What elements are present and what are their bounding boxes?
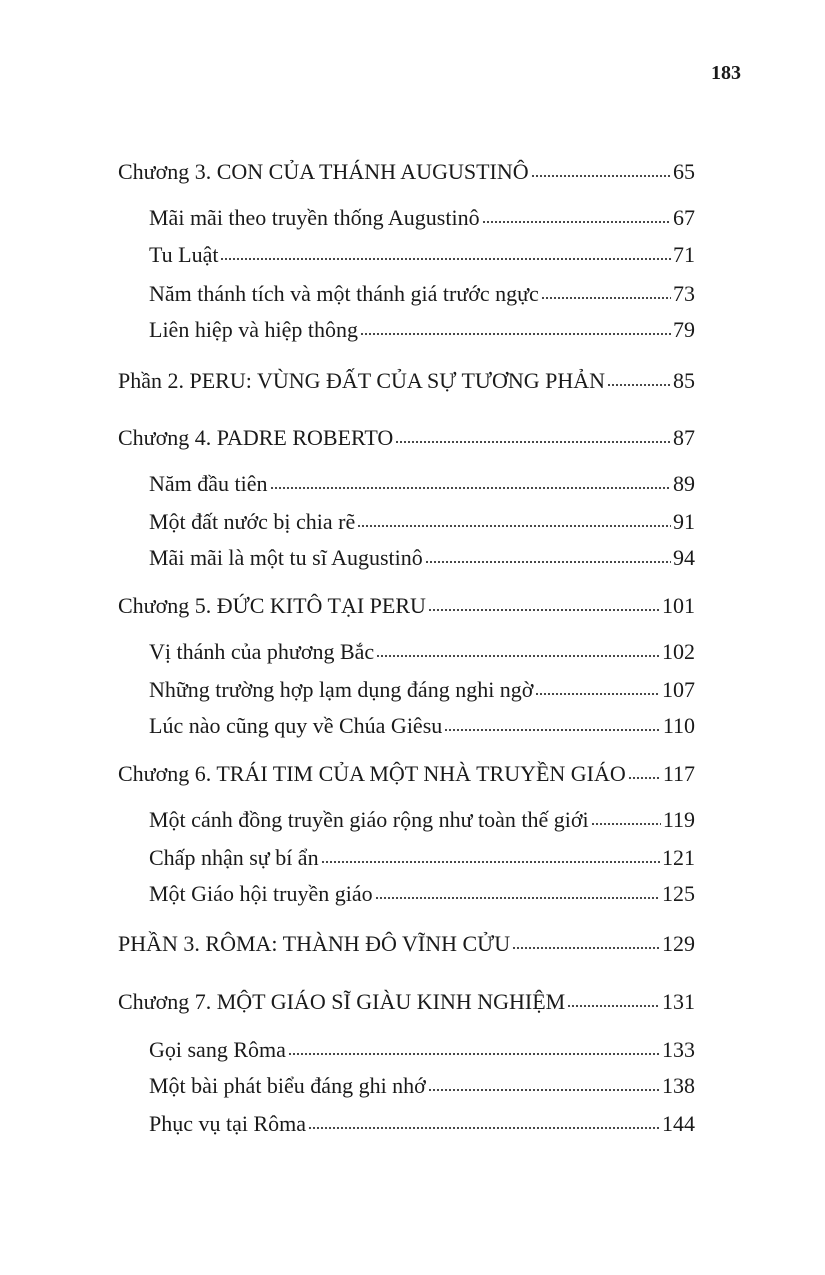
dot-leader — [395, 440, 671, 444]
toc-entry-title: Vị thánh của phương Bắc — [149, 639, 375, 664]
toc-entry — [118, 158, 695, 186]
dot-leader — [541, 296, 671, 300]
toc-entry-page: 101 — [662, 593, 695, 618]
toc-entry — [149, 316, 695, 344]
toc-entry-page: 131 — [662, 989, 695, 1014]
toc-entry-page: 71 — [673, 242, 695, 267]
toc-entry — [149, 638, 695, 666]
toc-entry-page: 138 — [662, 1073, 695, 1098]
dot-leader — [376, 654, 660, 658]
toc-entry — [149, 280, 695, 308]
toc-entry — [149, 544, 695, 572]
toc-entry-title: Gọi sang Rôma — [149, 1037, 286, 1062]
toc-entry-title: Chương 3. CON CỦA THÁNH AUGUSTINÔ — [118, 159, 529, 184]
toc-entry — [149, 1110, 695, 1138]
toc-entry-page: 89 — [673, 471, 695, 496]
toc-entry-page: 94 — [673, 545, 695, 570]
toc-entry — [149, 1036, 695, 1064]
dot-leader — [321, 860, 660, 864]
dot-leader — [357, 524, 671, 528]
toc-entry — [149, 676, 695, 704]
dot-leader — [428, 608, 660, 612]
toc-entry-title: Một bài phát biểu đáng ghi nhớ — [149, 1073, 426, 1098]
toc-entry — [118, 592, 695, 620]
dot-leader — [220, 257, 671, 261]
toc-entry — [149, 204, 695, 232]
dot-leader — [567, 1004, 660, 1008]
toc-entry-page: 65 — [673, 159, 695, 184]
dot-leader — [288, 1052, 660, 1056]
toc-entry-title: Chương 4. PADRE ROBERTO — [118, 425, 394, 450]
toc-entry — [118, 988, 695, 1016]
toc-entry-title: PHẦN 3. RÔMA: THÀNH ĐÔ VĨNH CỬU — [118, 931, 511, 956]
toc-entry-page: 117 — [662, 761, 695, 786]
toc-entry-page: 121 — [662, 845, 695, 870]
dot-leader — [428, 1088, 660, 1092]
toc-entry — [118, 424, 695, 452]
toc-entry-title: Chương 7. MỘT GIÁO SĨ GIÀU KINH NGHIỆM — [118, 989, 566, 1014]
toc-entry-title: Lúc nào cũng quy về Chúa Giêsu — [149, 713, 443, 738]
toc-entry-page: 73 — [673, 281, 695, 306]
dot-leader — [482, 220, 671, 224]
toc-entry-page: 133 — [662, 1037, 695, 1062]
toc-entry — [149, 844, 695, 872]
toc-entry-title: Một cánh đồng truyền giáo rộng như toàn thế giới — [149, 807, 589, 832]
toc-entry-title: Năm thánh tích và một thánh giá trước ngực — [149, 281, 539, 306]
toc-entry-title: Mãi mãi là một tu sĩ Augustinô — [149, 545, 423, 570]
dot-leader — [425, 560, 671, 564]
toc-entry — [149, 508, 695, 536]
toc-entry-page: 85 — [673, 368, 695, 393]
dot-leader — [308, 1126, 660, 1130]
toc-entry-page: 87 — [673, 425, 695, 450]
toc-entry-title: Một đất nước bị chia rẽ — [149, 509, 356, 534]
toc-entry-page: 91 — [673, 509, 695, 534]
dot-leader — [270, 486, 671, 490]
dot-leader — [628, 776, 661, 780]
toc-entry-page: 129 — [662, 931, 695, 956]
toc-entry-page: 67 — [673, 205, 695, 230]
toc-entry-title: Một Giáo hội truyền giáo — [149, 881, 373, 906]
toc-entry — [149, 880, 695, 908]
toc-entry — [118, 930, 695, 958]
dot-leader — [375, 896, 660, 900]
toc-entry-page: 144 — [662, 1111, 695, 1136]
toc-entry-title: Năm đầu tiên — [149, 471, 268, 496]
toc-entry-title: Phục vụ tại Rôma — [149, 1111, 307, 1136]
toc-entry — [149, 470, 695, 498]
toc-entry-title: Phần 2. PERU: VÙNG ĐẤT CỦA SỰ TƯƠNG PHẢN — [118, 368, 606, 393]
toc-entry — [118, 760, 695, 788]
dot-leader — [535, 692, 660, 696]
toc-entry-page: 125 — [662, 881, 695, 906]
toc-entry-title: Chấp nhận sự bí ẩn — [149, 845, 319, 870]
toc-entry-title: Chương 5. ĐỨC KITÔ TẠI PERU — [118, 593, 426, 618]
dot-leader — [531, 174, 671, 178]
toc-entry — [118, 367, 695, 395]
toc-entry-title: Tu Luật — [149, 242, 219, 267]
toc-entry-title: Mãi mãi theo truyền thống Augustinô — [149, 205, 480, 230]
toc-entry-page: 119 — [662, 807, 695, 832]
toc-entry — [149, 806, 695, 834]
toc-entry-page: 110 — [662, 713, 695, 738]
toc-entry-title: Liên hiệp và hiệp thông — [149, 317, 358, 342]
toc-entry-page: 107 — [662, 677, 695, 702]
toc-entry — [149, 712, 695, 740]
dot-leader — [607, 383, 671, 387]
toc-entry-page: 102 — [662, 639, 695, 664]
dot-leader — [360, 332, 671, 336]
toc-entry — [149, 1072, 695, 1100]
toc-entry-title: Những trường hợp lạm dụng đáng nghi ngờ — [149, 677, 534, 702]
toc-entry — [149, 241, 695, 269]
dot-leader — [591, 822, 661, 826]
dot-leader — [512, 946, 660, 950]
page-number: 183 — [711, 62, 741, 84]
toc-entry-title: Chương 6. TRÁI TIM CỦA MỘT NHÀ TRUYỀN GIÁO — [118, 761, 626, 786]
toc-entry-page: 79 — [673, 317, 695, 342]
dot-leader — [444, 728, 661, 732]
